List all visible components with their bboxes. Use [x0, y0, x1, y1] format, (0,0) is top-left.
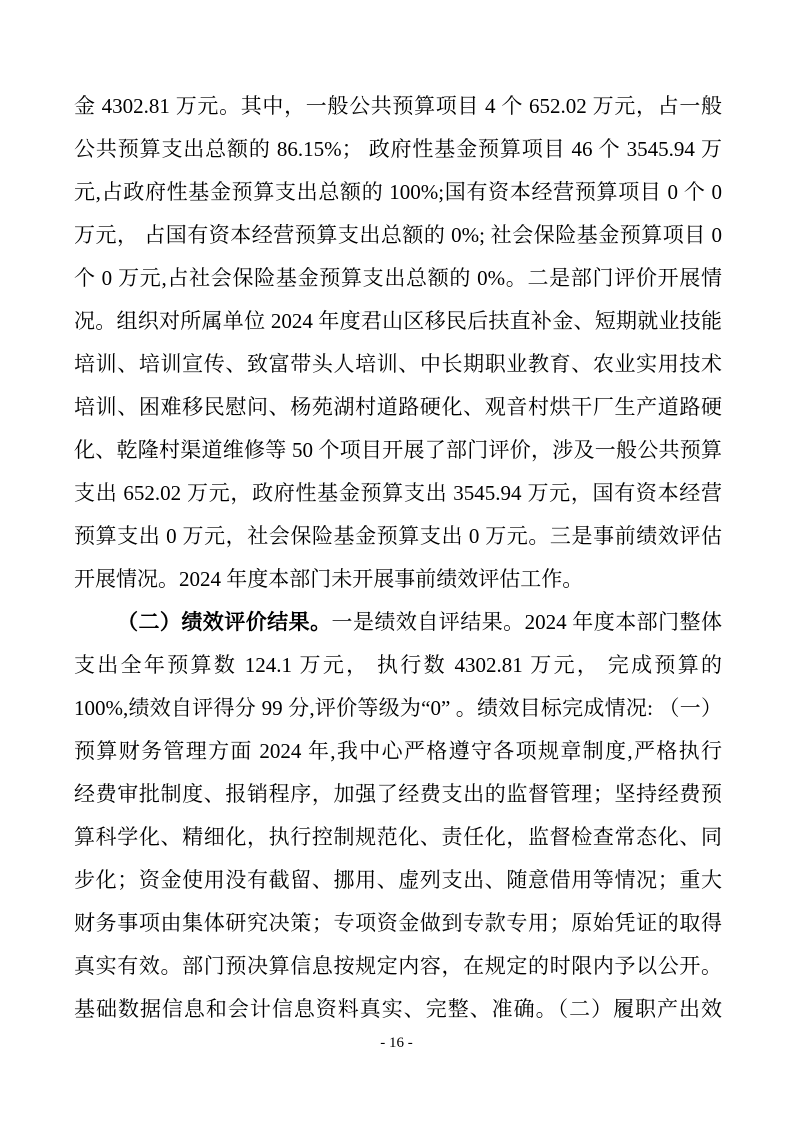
paragraph1-line: 公共预算支出总额的 86.15%； 政府性基金预算项目 46 个 3545.94 万	[74, 137, 722, 161]
paragraph1-last-line: 开展情况。2024 年度本部门未开展事前绩效评估工作。	[74, 567, 584, 591]
paragraph1-line: 况。组织对所属单位 2024 年度君山区移民后扶直补金、短期就业技能	[74, 309, 722, 333]
paragraph1-line: 培训、培训宣传、致富带头人培训、中长期职业教育、农业实用技术	[74, 352, 722, 376]
paragraph1-line: 个 0 万元,占社会保险基金预算支出总额的 0%。二是部门评价开展情	[74, 266, 722, 290]
paragraph2-line: 支出全年预算数 124.1 万元， 执行数 4302.81 万元， 完成预算的	[74, 653, 722, 677]
paragraph1-line: 培训、困难移民慰问、杨苑湖村道路硬化、观音村烘干厂生产道路硬	[74, 395, 722, 419]
paragraph1-line: 元,占政府性基金预算支出总额的 100%;国有资本经营预算项目 0 个 0	[74, 180, 722, 204]
paragraph2-line: 步化；资金使用没有截留、挪用、虚列支出、随意借用等情况；重大	[74, 868, 722, 892]
paragraph1-line: 万元， 占国有资本经营预算支出总额的 0%; 社会保险基金预算项目 0	[74, 223, 722, 247]
paragraph2-line: 财务事项由集体研究决策；专项资金做到专款专用；原始凭证的取得	[74, 911, 722, 935]
paragraph2-line: 真实有效。部门预决算信息按规定内容，在规定的时限内予以公开。	[74, 954, 722, 978]
paragraph1-line: 预算支出 0 万元，社会保险基金预算支出 0 万元。三是事前绩效评估	[74, 524, 722, 548]
paragraph1-line: 化、乾隆村渠道维修等 50 个项目开展了部门评价，涉及一般公共预算	[74, 438, 722, 462]
paragraph2-first-line	[74, 601, 722, 644]
paragraph2-line: 算科学化、精细化，执行控制规范化、责任化，监督检查常态化、同	[74, 825, 722, 849]
body-text	[74, 85, 722, 1031]
paragraph2-line: 预算财务管理方面 2024 年,我中心严格遵守各项规章制度,严格执行	[74, 739, 722, 763]
paragraph1-line: 支出 652.02 万元，政府性基金预算支出 3545.94 万元，国有资本经营	[74, 481, 722, 505]
paragraph1-line: 金 4302.81 万元。其中，一般公共预算项目 4 个 652.02 万元，占一般	[74, 94, 722, 118]
paragraph2-line: 100%,绩效自评得分 99 分,评价等级为“0” 。绩效目标完成情况: （一）	[74, 696, 722, 720]
paragraph2-line: 基础数据信息和会计信息资料真实、完整、准确。（二）履职产出效	[74, 997, 722, 1021]
page-number: - 16 -	[380, 1035, 413, 1051]
paragraph2-line: 经费审批制度、报销程序，加强了经费支出的监督管理；坚持经费预	[74, 782, 722, 806]
paragraph2-heading: （二）绩效评价结果。	[117, 610, 332, 634]
paragraph2-first-line-rest: 一是绩效自评结果。2024 年度本部门整体	[331, 610, 722, 634]
